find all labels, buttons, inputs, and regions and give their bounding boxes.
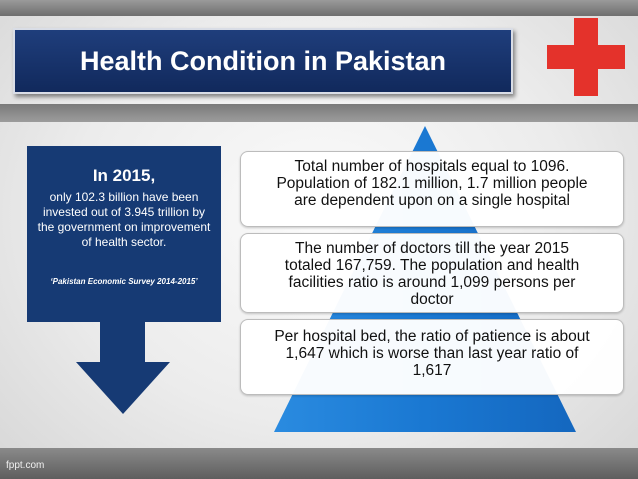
callout-line: doctor — [410, 291, 454, 308]
info-source: ‘Pakistan Economic Survey 2014-2015’ — [50, 277, 198, 286]
info-box — [27, 146, 221, 322]
down-arrow-icon — [100, 322, 145, 362]
footer-brand: fppt.com — [6, 460, 45, 471]
title-banner — [13, 28, 513, 94]
callout-doctors — [240, 233, 624, 313]
callout-line: Total number of hospitals equal to 1096. — [294, 158, 570, 175]
callout-hospital-beds — [240, 319, 624, 395]
callout-line: The number of doctors till the year 2015 — [295, 240, 569, 257]
slide-title: Health Condition in Pakistan — [79, 45, 447, 76]
middle-stripe — [0, 104, 638, 122]
info-year: In 2015, — [92, 166, 156, 185]
bottom-stripe — [0, 448, 638, 479]
info-body: only 102.3 billion have been invested out of 3.945 trillion by the government on improvement of health sector. — [37, 190, 211, 249]
callout-line: facilities ratio is around 1,099 persons per — [288, 274, 576, 291]
callout-line: are dependent upon on a single hospital — [294, 192, 570, 209]
callout-line: Per hospital bed, the ratio of patience is about — [274, 328, 590, 345]
callout-line: totaled 167,759. The population and health — [284, 257, 580, 274]
down-arrow-head — [76, 362, 170, 414]
callout-line: Population of 182.1 million, 1.7 million people — [276, 175, 588, 192]
callout-line: 1,647 which is worse than last year ratio of — [285, 345, 579, 362]
callout-hospitals — [240, 151, 624, 227]
medical-cross-icon — [547, 18, 625, 96]
callout-line: 1,617 — [412, 362, 452, 379]
top-stripe — [0, 0, 638, 16]
